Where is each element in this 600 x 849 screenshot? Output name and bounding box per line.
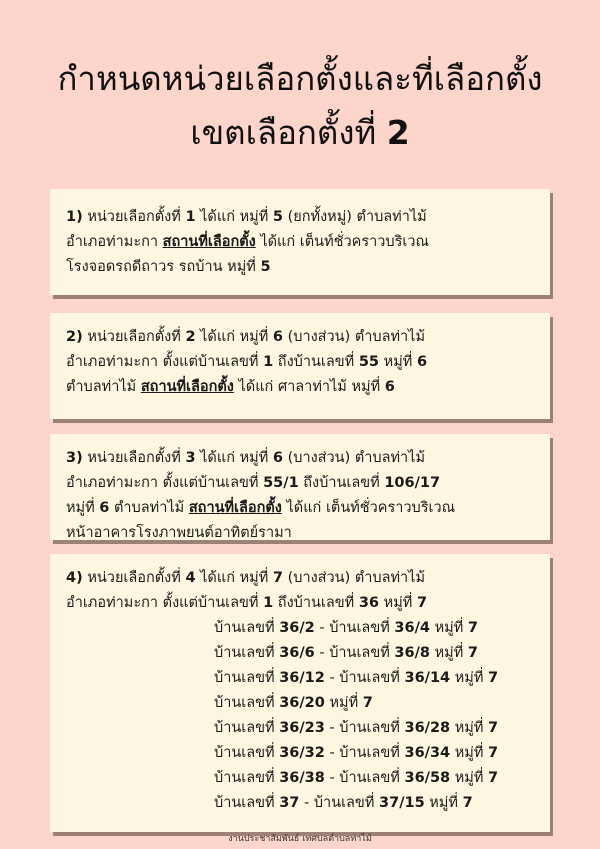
text-segment: 36/32 <box>279 745 325 761</box>
text-segment: 36/38 <box>279 770 325 786</box>
text-segment: หน่วยเลือกตั้งที่ <box>82 329 186 345</box>
text-segment: หน้าอาคารโรงภาพยนต์อาทิตย์รามา <box>66 525 292 541</box>
text-segment: - บ้านเลขที่ <box>314 645 395 661</box>
polling-place-label: สถานที่เลือกตั้ง <box>162 234 256 250</box>
text-segment: 36/4 <box>394 620 430 636</box>
title-line-2 <box>0 106 600 160</box>
text-segment: 7 <box>362 695 373 711</box>
text-segment: 36/23 <box>279 720 325 736</box>
card-text-line <box>66 496 534 521</box>
text-segment: อำเภอท่ามะกา <box>66 234 163 250</box>
text-segment: 36/8 <box>394 645 430 661</box>
polling-unit-card-1 <box>50 189 550 295</box>
text-segment: บ้านเลขที่ <box>214 620 280 636</box>
house-range-line <box>66 666 534 691</box>
title-line-1: กำหนดหน่วยเลือกตั้งและที่เลือกตั้ง <box>57 59 543 98</box>
text-segment: 1 <box>185 209 196 225</box>
text-segment: 36/34 <box>404 745 451 761</box>
text-segment: บ้านเลขที่ <box>214 795 280 811</box>
polling-place-label: สถานที่เลือกตั้ง <box>188 500 282 516</box>
text-segment: 36/6 <box>279 645 315 661</box>
text-segment: 37/15 <box>379 795 425 811</box>
text-segment: 6 <box>416 354 428 370</box>
text-segment: 3 <box>185 450 196 466</box>
text-segment: ได้แก่ เต็นท์ชั่วคราวบริเวณ <box>281 500 456 516</box>
text-segment: 6 <box>384 379 395 395</box>
text-segment: ได้แก่ หมู่ที่ <box>195 329 273 345</box>
text-segment: 7 <box>467 620 478 636</box>
text-segment: อำเภอท่ามะกา ตั้งแต่บ้านเลขที่ <box>66 475 264 491</box>
polling-unit-card-2 <box>50 313 550 419</box>
text-segment: 37 <box>279 795 300 811</box>
text-segment: 36/28 <box>404 720 451 736</box>
text-segment: - บ้านเลขที่ <box>299 795 380 811</box>
title-line-2-text: เขตเลือกตั้งที่ <box>190 113 387 152</box>
text-segment: บ้านเลขที่ <box>214 720 280 736</box>
text-segment: ได้แก่ หมู่ที่ <box>195 570 273 586</box>
text-segment: - บ้านเลขที่ <box>314 620 395 636</box>
text-segment: ได้แก่ เต็นท์ชั่วคราวบริเวณ <box>255 234 429 250</box>
text-segment: ถึงบ้านเลขที่ <box>273 595 359 611</box>
text-segment: 106/17 <box>384 475 441 491</box>
house-range-line <box>66 791 534 816</box>
text-segment: (บางส่วน) ตำบลท่าไม้ <box>282 570 426 586</box>
text-segment: 2) <box>66 329 83 345</box>
house-range-line <box>66 766 534 791</box>
card-text-line <box>66 205 534 230</box>
polling-unit-card-4 <box>50 554 550 832</box>
text-segment: 1 <box>263 354 274 370</box>
text-segment: 36/58 <box>404 770 451 786</box>
text-segment: ตำบลท่าไม้ <box>66 379 141 395</box>
text-segment: 6 <box>272 450 283 466</box>
card-text-line <box>66 566 534 591</box>
text-segment: หน่วยเลือกตั้งที่ <box>82 570 186 586</box>
text-segment: 5 <box>260 259 271 275</box>
house-range-line <box>66 741 534 766</box>
text-segment: ถึงบ้านเลขที่ <box>273 354 359 370</box>
text-segment: บ้านเลขที่ <box>214 670 280 686</box>
text-segment: อำเภอท่ามะกา ตั้งแต่บ้านเลขที่ <box>66 354 264 370</box>
card-text-line <box>66 325 534 350</box>
text-segment: บ้านเลขที่ <box>214 645 280 661</box>
house-range-line <box>66 616 534 641</box>
polling-unit-card-3 <box>50 434 550 540</box>
text-segment: หมู่ที่ <box>450 770 489 786</box>
text-segment: 1) <box>66 209 83 225</box>
house-range-line <box>66 691 534 716</box>
card-text-line <box>66 375 534 400</box>
district-number: 2 <box>386 113 410 152</box>
text-segment: ถึงบ้านเลขที่ <box>298 475 385 491</box>
text-segment: 36 <box>358 595 380 611</box>
text-segment: อำเภอท่ามะกา ตั้งแต่บ้านเลขที่ <box>66 595 264 611</box>
polling-place-label: สถานที่เลือกตั้ง <box>140 379 234 395</box>
text-segment: หมู่ที่ <box>450 720 489 736</box>
text-segment: 36/14 <box>404 670 451 686</box>
text-segment: 7 <box>416 595 428 611</box>
card-text-line <box>66 350 534 375</box>
text-segment: 4 <box>185 570 196 586</box>
text-segment: หมู่ที่ <box>379 595 417 611</box>
text-segment: (บางส่วน) ตำบลท่าไม้ <box>282 329 426 345</box>
text-segment: 7 <box>488 670 499 686</box>
text-segment: โรงจอดรถดีถาวร รถบ้าน หมู่ที่ <box>66 259 261 275</box>
text-segment: หมู่ที่ <box>324 695 363 711</box>
text-segment: 36/2 <box>279 620 315 636</box>
text-segment: 36/12 <box>279 670 325 686</box>
text-segment: 7 <box>488 720 499 736</box>
house-range-line <box>66 716 534 741</box>
text-segment: หมู่ที่ <box>450 670 489 686</box>
text-segment: 36/20 <box>279 695 325 711</box>
text-segment: บ้านเลขที่ <box>214 745 280 761</box>
text-segment: หน่วยเลือกตั้งที่ <box>82 209 186 225</box>
text-segment: หน่วยเลือกตั้งที่ <box>82 450 186 466</box>
text-segment: ได้แก่ หมู่ที่ <box>195 209 273 225</box>
text-segment: 7 <box>272 570 283 586</box>
card-text-line <box>66 446 534 471</box>
text-segment: 1 <box>263 595 274 611</box>
text-segment: 55/1 <box>263 475 299 491</box>
text-segment: หมู่ที่ <box>429 645 468 661</box>
text-segment: 7 <box>462 795 473 811</box>
text-segment: - บ้านเลขที่ <box>324 670 405 686</box>
text-segment: 4) <box>66 570 83 586</box>
text-segment: 7 <box>467 645 478 661</box>
text-segment: หมู่ที่ <box>450 745 489 761</box>
text-segment: (บางส่วน) ตำบลท่าไม้ <box>282 450 426 466</box>
text-segment: (ยกทั้งหมู่) ตำบลท่าไม้ <box>282 209 427 225</box>
text-segment: ได้แก่ ศาลาท่าไม้ หมู่ที่ <box>233 379 385 395</box>
text-segment: หมู่ที่ <box>424 795 463 811</box>
text-segment: หมู่ที่ <box>379 354 417 370</box>
text-segment: 5 <box>272 209 283 225</box>
text-segment: 7 <box>488 745 499 761</box>
text-segment: - บ้านเลขที่ <box>324 770 405 786</box>
footer-credit: งานประชาสัมพันธ์ เทศบลตำบลท่าไม้ <box>228 834 372 844</box>
text-segment: ตำบลท่าไม้ <box>109 500 189 516</box>
text-segment: 55 <box>358 354 380 370</box>
text-segment: หมู่ที่ <box>66 500 100 516</box>
text-segment: - บ้านเลขที่ <box>324 720 405 736</box>
text-segment: - บ้านเลขที่ <box>324 745 405 761</box>
card-text-line <box>66 255 534 280</box>
page-title <box>0 52 600 160</box>
text-segment: หมู่ที่ <box>429 620 468 636</box>
card-text-line <box>66 471 534 496</box>
card-text-line <box>66 591 534 616</box>
card-text-line <box>66 521 534 546</box>
text-segment: บ้านเลขที่ <box>214 770 280 786</box>
text-segment: 6 <box>272 329 283 345</box>
text-segment: 7 <box>488 770 499 786</box>
card-text-line <box>66 230 534 255</box>
text-segment: 2 <box>185 329 196 345</box>
text-segment: ได้แก่ หมู่ที่ <box>195 450 273 466</box>
house-range-line <box>66 641 534 666</box>
text-segment: บ้านเลขที่ <box>214 695 280 711</box>
text-segment: 3) <box>66 450 83 466</box>
text-segment: 6 <box>99 500 110 516</box>
